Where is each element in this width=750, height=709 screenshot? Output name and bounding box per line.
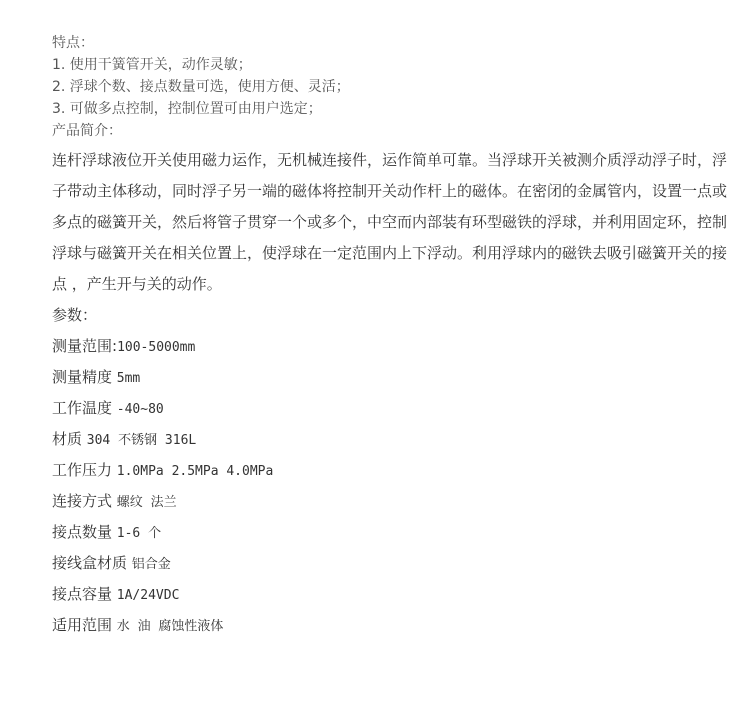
param-label: 接点容量	[52, 585, 117, 603]
param-row-range	[52, 331, 742, 362]
param-row-connection	[52, 486, 742, 517]
params-heading: 参数：	[52, 306, 98, 324]
feature-item-2: 2. 浮球个数、接点数量可选，使用方便、灵活；	[52, 79, 350, 95]
param-row-junction-box	[52, 548, 742, 579]
param-row-contacts	[52, 517, 742, 548]
param-label: 工作温度	[52, 399, 117, 417]
param-label: 测量精度	[52, 368, 117, 386]
param-row-capacity	[52, 579, 742, 610]
param-row-material	[52, 424, 742, 455]
param-row-accuracy	[52, 362, 742, 393]
param-label: 测量范围:	[52, 337, 118, 355]
param-value: 304 不锈钢 316L	[86, 433, 197, 448]
param-label: 连接方式	[52, 492, 117, 510]
param-label: 接点数量	[52, 523, 117, 541]
param-value: 1-6 个	[116, 526, 162, 541]
param-value: 铝合金	[131, 557, 171, 572]
param-row-application	[52, 610, 742, 641]
intro-heading: 产品简介：	[52, 123, 122, 139]
param-value: 水 油 腐蚀性液体	[116, 619, 224, 634]
param-row-temperature	[52, 393, 742, 424]
param-value: -40~80	[116, 402, 164, 417]
product-description	[52, 0, 742, 641]
param-label: 材质	[52, 430, 87, 448]
param-value: 5mm	[116, 371, 141, 386]
param-value: 100-5000mm	[117, 340, 196, 355]
param-value: 1.0MPa 2.5MPa 4.0MPa	[116, 464, 274, 479]
param-row-pressure	[52, 455, 742, 486]
features-heading: 特点：	[52, 35, 94, 51]
param-label: 接线盒材质	[52, 554, 132, 572]
intro-paragraph: 连杆浮球液位开关使用磁力运作，无机械连接件，运作简单可靠。当浮球开关被测介质浮动浮子时，浮子带动主体移动，同时浮子另一端的磁体将控制开关动作杆上的磁体。在密闭的金属管内，设置一点或多点的磁簧开关，然后将管子贯穿一个或多个，中空而内部装有环型磁铁的浮球，并利用固定环，控制浮球与磁簧开关在相关位置上，使浮球在一定范围内上下浮动。利用浮球内的磁铁去吸引磁簧开关的接点 ，产生开与关的动作。	[52, 151, 728, 293]
param-value: 螺纹 法兰	[116, 495, 177, 510]
param-label: 适用范围	[52, 616, 117, 634]
param-label: 工作压力	[52, 461, 117, 479]
param-value: 1A/24VDC	[116, 588, 180, 603]
feature-item-3: 3. 可做多点控制，控制位置可由用户选定；	[52, 101, 322, 117]
feature-item-1: 1. 使用干簧管开关，动作灵敏；	[52, 57, 252, 73]
